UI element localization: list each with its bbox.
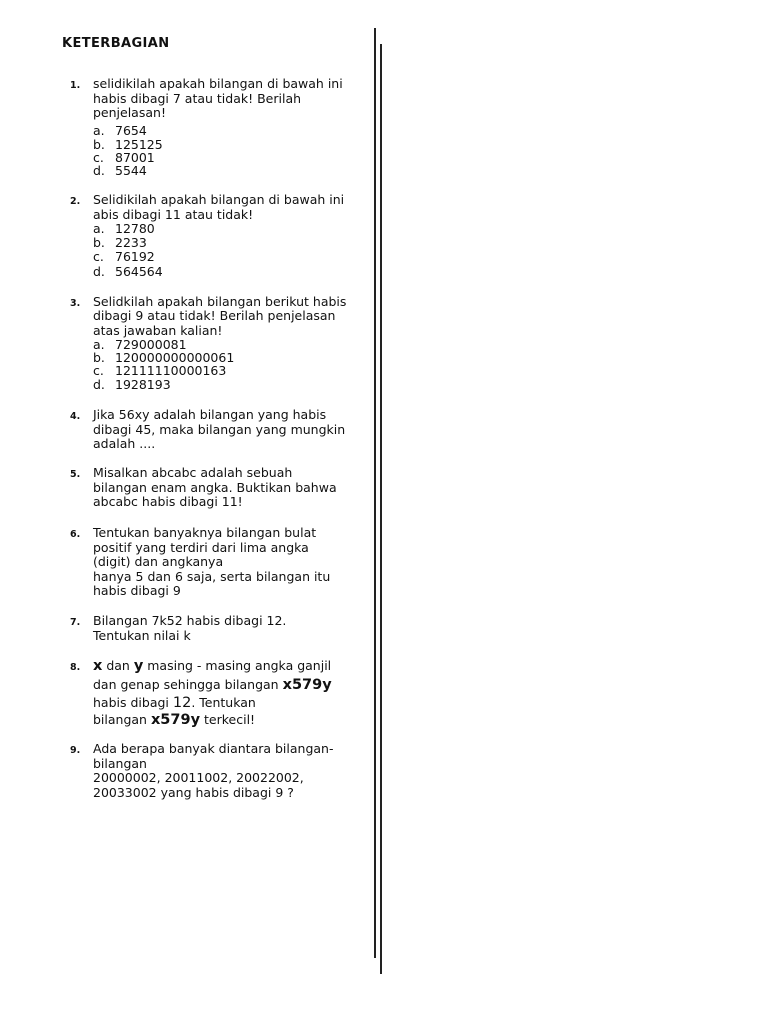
question-5-line: Misalkan abcabc adalah sebuah bbox=[93, 465, 293, 480]
question-4-number: 4. bbox=[70, 411, 81, 422]
question-4-line: Jika 56xy adalah bilangan yang habis bbox=[93, 407, 327, 422]
question-1-option-c: c. 87001 bbox=[93, 150, 155, 165]
question-3-number: 3. bbox=[70, 298, 81, 309]
column-divider-line bbox=[374, 28, 376, 958]
variable-y: y bbox=[133, 658, 144, 674]
question-9-number: 9. bbox=[70, 745, 81, 756]
question-8-line: habis dibagi 12. Tentukan bbox=[93, 695, 256, 711]
question-1-number: 1. bbox=[70, 80, 81, 91]
question-6-line: habis dibagi 9 bbox=[93, 583, 181, 598]
number-x579y: x579y bbox=[150, 712, 201, 728]
question-2-option-b: b. 2233 bbox=[93, 235, 147, 250]
question-3-line: atas jawaban kalian! bbox=[93, 323, 223, 338]
question-2-option-d: d. 564564 bbox=[93, 264, 163, 279]
question-6-number: 6. bbox=[70, 529, 81, 540]
question-1-line: selidikilah apakah bilangan di bawah ini bbox=[93, 76, 343, 91]
question-8-line: x dan y masing - masing angka ganjil bbox=[93, 658, 332, 674]
question-1-option-b: b. 125125 bbox=[93, 137, 163, 152]
question-6-line: (digit) dan angkanya bbox=[93, 554, 224, 569]
question-8-line: dan genap sehingga bilangan x579y bbox=[93, 677, 332, 693]
question-2-line: Selidikilah apakah bilangan di bawah ini bbox=[93, 192, 345, 207]
question-7-line: Bilangan 7k52 habis dibagi 12. bbox=[93, 613, 287, 628]
variable-x: x bbox=[93, 658, 103, 674]
question-2-line: abis dibagi 11 atau tidak! bbox=[93, 207, 254, 222]
question-4-line: adalah .... bbox=[93, 436, 156, 451]
question-9-line: 20033002 yang habis dibagi 9 ? bbox=[93, 785, 294, 800]
question-6-line: positif yang terdiri dari lima angka bbox=[93, 540, 309, 555]
question-3-option-d: d. 1928193 bbox=[93, 377, 171, 392]
question-9-line: 20000002, 20011002, 20022002, bbox=[93, 770, 304, 785]
question-7-line: Tentukan nilai k bbox=[93, 628, 191, 643]
question-2-option-c: c. 76192 bbox=[93, 249, 155, 264]
question-5-line: abcabc habis dibagi 11! bbox=[93, 494, 243, 509]
question-9-line: bilangan bbox=[93, 756, 147, 771]
question-5-line: bilangan enam angka. Buktikan bahwa bbox=[93, 480, 337, 495]
question-9-line: Ada berapa banyak diantara bilangan- bbox=[93, 741, 334, 756]
question-3-option-b: b. 120000000000061 bbox=[93, 350, 235, 365]
question-1-line: habis dibagi 7 atau tidak! Berilah bbox=[93, 91, 302, 106]
page-title: KETERBAGIAN bbox=[62, 36, 170, 51]
question-1-line: penjelasan! bbox=[93, 105, 166, 120]
question-1-option-d: d. 5544 bbox=[93, 163, 147, 178]
column-divider-line bbox=[380, 44, 382, 974]
question-6-line: Tentukan banyaknya bilangan bulat bbox=[93, 525, 317, 540]
question-3-option-c: c. 12111110000163 bbox=[93, 363, 227, 378]
question-3-option-a: a. 729000081 bbox=[93, 337, 187, 352]
question-2-option-a: a. 12780 bbox=[93, 221, 155, 236]
question-4-line: dibagi 45, maka bilangan yang mungkin bbox=[93, 422, 346, 437]
question-2-number: 2. bbox=[70, 196, 81, 207]
question-3-line: Selidkilah apakah bilangan berikut habis bbox=[93, 294, 347, 309]
question-8-line: bilangan x579y terkecil! bbox=[93, 712, 256, 728]
question-1-option-a: a. 7654 bbox=[93, 123, 147, 138]
question-8-number: 8. bbox=[70, 662, 81, 673]
question-3-line: dibagi 9 atau tidak! Berilah penjelasan bbox=[93, 308, 336, 323]
number-12: 12 bbox=[172, 695, 192, 711]
question-7-number: 7. bbox=[70, 617, 81, 628]
number-x579y: x579y bbox=[282, 677, 332, 693]
question-6-line: hanya 5 dan 6 saja, serta bilangan itu bbox=[93, 569, 331, 584]
question-5-number: 5. bbox=[70, 469, 81, 480]
